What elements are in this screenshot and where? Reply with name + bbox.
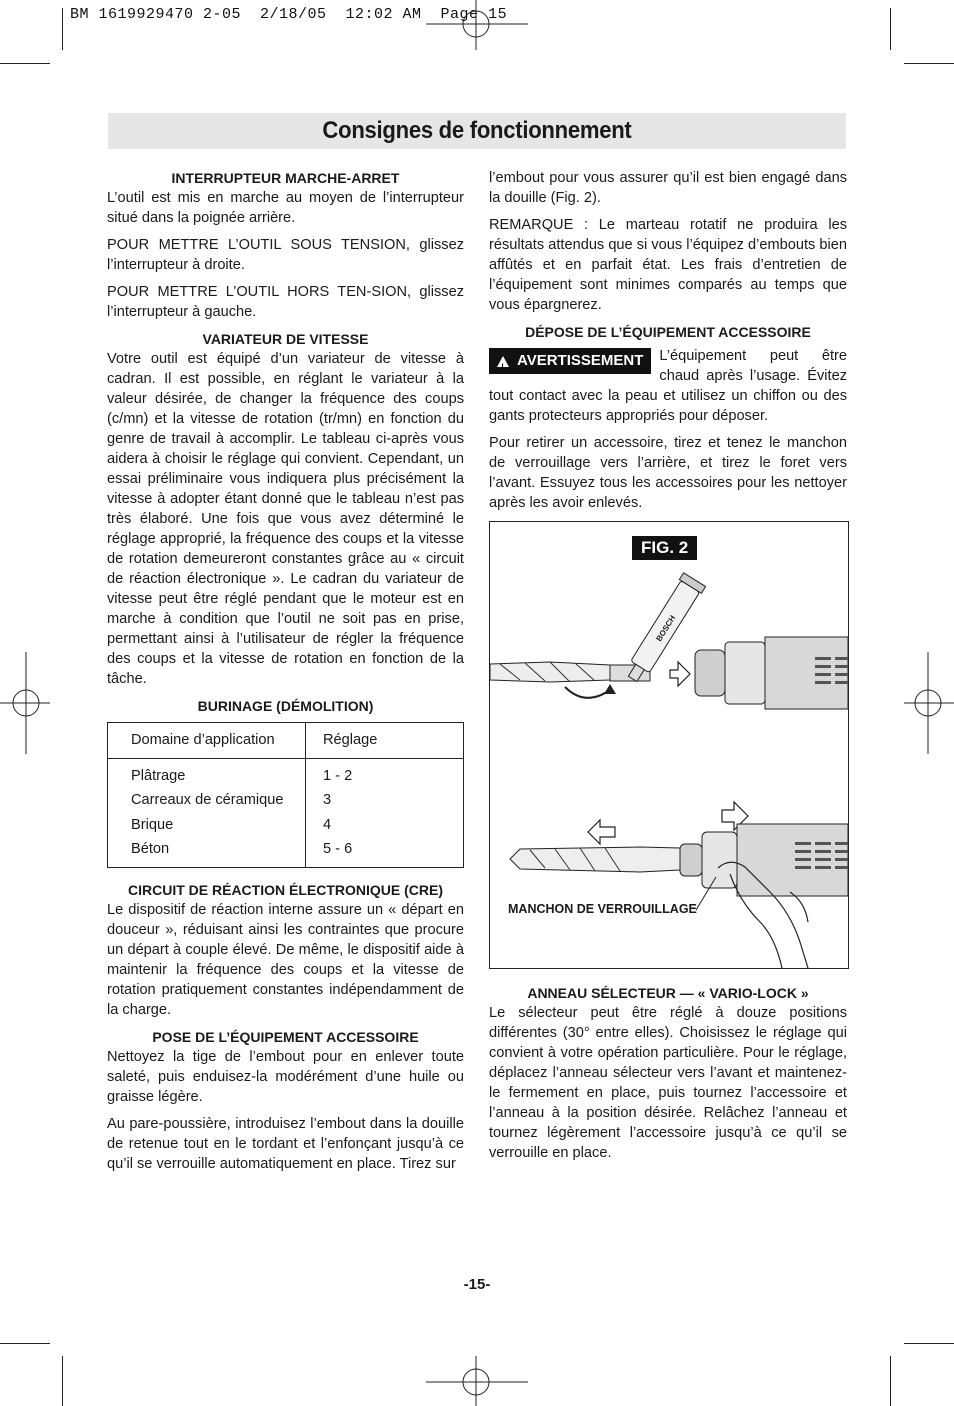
warning-label: AVERTISSEMENT: [517, 352, 644, 369]
figure-label: FIG. 2: [632, 536, 697, 560]
table-header-row: [108, 723, 464, 759]
drill-bit-bottom: [510, 847, 680, 872]
section-heading-pose: POSE DE L’ÉQUIPEMENT ACCESSOIRE: [152, 1028, 419, 1045]
table-cell: 5 - 6: [306, 837, 464, 867]
table-header-cell: Réglage: [306, 723, 464, 759]
crop-mark: [0, 63, 50, 64]
section-heading-cre: CIRCUIT DE RÉACTION ÉLECTRONIQUE (CRE): [128, 881, 443, 898]
print-header: BM 1619929470 2-05 2/18/05 12:02 AM Page 15: [70, 6, 508, 23]
warning-text: L’équipement peut être chaud après l’usage. Évitez tout contact avec la peau et utilisez un chiffon ou des gants protecteurs appropriés pour déposer.: [489, 348, 847, 424]
crop-mark: [904, 1343, 954, 1344]
table-cell: Carreaux de céramique: [131, 792, 284, 808]
paragraph: L’outil est mis en marche au moyen de l’interrupteur situé dans la poignée arrière.: [107, 190, 464, 226]
section-heading-depose: DÉPOSE DE L’ÉQUIPEMENT ACCESSOIRE: [525, 324, 811, 340]
figure-caption: MANCHON DE VERROUILLAGE: [508, 902, 697, 916]
crop-mark: [62, 1356, 63, 1406]
paragraph: POUR METTRE L’OUTIL HORS TEN-SION, glissez l’interrupteur à gauche.: [107, 284, 464, 320]
paragraph: Le dispositif de réaction interne assure un « départ en douceur », réduisant ainsi les contraintes que procure un départ à couple élevé. De même, le dispositif aide à maintenir la fréquence des coups et la vitesse de rotation pratiquement constantes indépendamment de la charge.: [107, 901, 464, 1018]
table-row: [108, 837, 464, 867]
speed-settings-table: [107, 722, 464, 868]
tube-brand-label: BOSCH: [654, 613, 678, 644]
paragraph: Pour retirer un accessoire, tirez et tenez le manchon de verrouillage vers l’arrière, et tirez le foret vers l’avant. Essuyez tous les accessoires pour les nettoyer après les avoir enlevés.: [489, 435, 847, 511]
table-row: [108, 788, 464, 813]
crop-mark: [0, 1343, 50, 1344]
registration-mark-bottom: [426, 1356, 528, 1406]
table-row: [108, 813, 464, 838]
right-column: [489, 168, 847, 1170]
table-header-cell: Domaine d’application: [108, 723, 306, 759]
title-bar: [108, 113, 846, 149]
crop-mark: [890, 8, 891, 50]
section-heading-anneau: ANNEAU SÉLECTEUR — « VARIO-LOCK »: [527, 985, 809, 1001]
page-number: -15-: [463, 1276, 491, 1293]
registration-mark-top: [426, 0, 528, 50]
section-heading-burinage: BURINAGE (DÉMOLITION): [197, 698, 374, 714]
drill-bit-top: [490, 662, 650, 682]
paragraph: REMARQUE : Le marteau rotatif ne produira les résultats attendus que si vous l’équipez d’embouts bien affûtés et en parfait état. Les frais d’entretien de l’équipement sont minimes comparés au temps que vous épargnerez.: [489, 217, 847, 313]
crop-mark: [890, 1356, 891, 1406]
table-cell: 4: [306, 813, 464, 838]
figure-2: [489, 521, 849, 969]
paragraph: Le sélecteur peut être réglé à douze positions différentes (30° entre elles). Choisissez le réglage qui convient à votre opération particulière. Pour le réglage, déplacez l’anneau sélecteur vers l’avant et maintenez-le fermement en place, puis tournez l’accessoire et l’anneau à la position désirée. Relâchez l’anneau et tournez légèrement l’accessoire jusqu’à ce qu’il se verrouille en place.: [489, 1005, 847, 1161]
warning-paragraph: [489, 346, 847, 426]
warning-triangle-icon: [497, 356, 509, 367]
left-column: [107, 168, 464, 1181]
paragraph: Votre outil est équipé d’un variateur de vitesse à cadran. Il est possible, en réglant le variateur à la valeur désirée, de changer la fréquence des coups (c/mn) et la vitesse de rotation (tr/mn) en fonction du genre de travail à accomplir. Le tableau ci-après vous aidera à choisir le réglage qui convient. Cependant, un essai préliminaire vous indiquera plus précisément la vitesse à adopter étant donné que le tableau n’est pas très élaboré. Une fois que vous avez déterminé le réglage approprié, la fréquence des coups et la vitesse de rotation demeureront constantes grâce au « circuit de réaction électronique ». Le cadran du variateur de vitesse peut être réglé pendant que le moteur est en marche à condition que l’outil ne soit pas en prise, permettant ainsi à l’utilisateur de régler la fréquence des coups et la vitesse de rotation en fonction de la tâche.: [107, 351, 464, 687]
table-cell: Plâtrage: [131, 767, 186, 784]
registration-mark-right: [904, 652, 954, 754]
warning-badge: [489, 348, 651, 374]
paragraph: l’embout pour vous assurer qu’il est bien engagé dans la douille (Fig. 2).: [489, 170, 847, 206]
crop-mark: [62, 8, 63, 50]
table-cell: Brique: [131, 816, 174, 833]
table-cell: Béton: [131, 841, 170, 857]
drill-body-top: [695, 637, 848, 709]
grease-tube: [622, 573, 706, 686]
paragraph: Au pare-poussière, introduisez l’embout dans la douille de retenue tout en le tordant et l’enfonçant jusqu’à ce qu’il se verrouille automatiquement en place. Tirez sur: [107, 1115, 464, 1172]
paragraph: Nettoyez la tige de l’embout pour en enlever toute saleté, puis enduisez-la modérément d’une huile ou graisse légère.: [107, 1048, 464, 1105]
table-cell: 3: [306, 788, 464, 813]
table-cell: 1 - 2: [306, 758, 464, 788]
table-row: [108, 758, 464, 788]
registration-mark-left: [0, 652, 50, 754]
section-heading-interrupteur: INTERRUPTEUR MARCHE-ARRET: [171, 170, 400, 186]
section-heading-variateur: VARIATEUR DE VITESSE: [202, 331, 369, 347]
paragraph: POUR METTRE L’OUTIL SOUS TENSION, glissez l’interrupteur à droite.: [107, 237, 464, 273]
page-title: Consignes de fonctionnement: [322, 117, 632, 144]
crop-mark: [904, 63, 954, 64]
